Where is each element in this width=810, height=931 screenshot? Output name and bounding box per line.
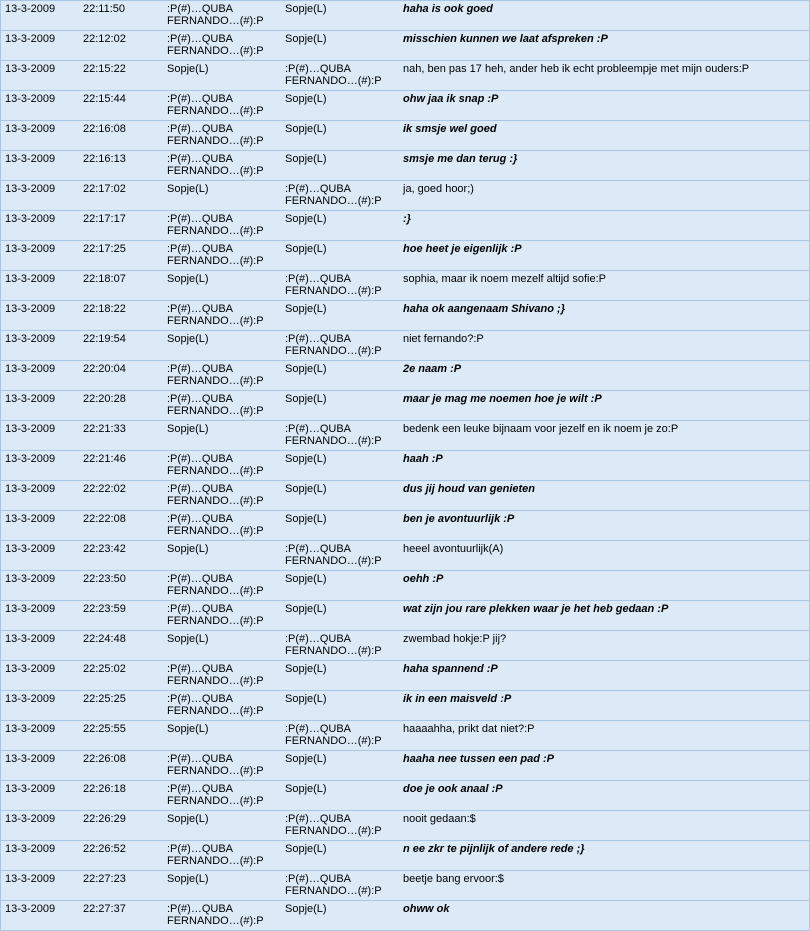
message-sender: Sopje(L) <box>163 271 281 301</box>
message-time: 22:26:08 <box>79 751 163 781</box>
message-date: 13-3-2009 <box>1 481 80 511</box>
chat-log-row <box>1 541 810 571</box>
message-time: 22:17:17 <box>79 211 163 241</box>
message-date: 13-3-2009 <box>1 691 80 721</box>
message-date: 13-3-2009 <box>1 361 80 391</box>
message-text: ben je avontuurlijk :P <box>399 511 810 541</box>
message-date: 13-3-2009 <box>1 331 80 361</box>
message-sender: Sopje(L) <box>163 181 281 211</box>
message-time: 22:23:42 <box>79 541 163 571</box>
chat-log-row <box>1 181 810 211</box>
chat-log-row <box>1 871 810 901</box>
message-text: sophia, maar ik noem mezelf altijd sofie:P <box>399 271 810 301</box>
message-date: 13-3-2009 <box>1 871 80 901</box>
chat-log-row <box>1 721 810 751</box>
message-sender: :P(#)…QUBA FERNANDO…(#):P <box>163 751 281 781</box>
message-text: ik in een maisveld :P <box>399 691 810 721</box>
message-sender: Sopje(L) <box>163 631 281 661</box>
message-recipient: :P(#)…QUBA FERNANDO…(#):P <box>281 721 399 751</box>
message-date: 13-3-2009 <box>1 811 80 841</box>
message-sender: :P(#)…QUBA FERNANDO…(#):P <box>163 31 281 61</box>
message-sender: Sopje(L) <box>163 811 281 841</box>
message-time: 22:26:29 <box>79 811 163 841</box>
message-date: 13-3-2009 <box>1 91 80 121</box>
message-recipient: Sopje(L) <box>281 241 399 271</box>
message-sender: :P(#)…QUBA FERNANDO…(#):P <box>163 361 281 391</box>
message-time: 22:18:07 <box>79 271 163 301</box>
chat-log-row <box>1 691 810 721</box>
message-recipient: :P(#)…QUBA FERNANDO…(#):P <box>281 631 399 661</box>
message-date: 13-3-2009 <box>1 631 80 661</box>
message-sender: :P(#)…QUBA FERNANDO…(#):P <box>163 841 281 871</box>
message-sender: :P(#)…QUBA FERNANDO…(#):P <box>163 451 281 481</box>
message-text: ohww ok <box>399 901 810 931</box>
message-time: 22:21:46 <box>79 451 163 481</box>
message-time: 22:25:02 <box>79 661 163 691</box>
message-date: 13-3-2009 <box>1 151 80 181</box>
message-recipient: :P(#)…QUBA FERNANDO…(#):P <box>281 181 399 211</box>
chat-log-row <box>1 751 810 781</box>
message-recipient: :P(#)…QUBA FERNANDO…(#):P <box>281 331 399 361</box>
message-sender: :P(#)…QUBA FERNANDO…(#):P <box>163 781 281 811</box>
message-date: 13-3-2009 <box>1 181 80 211</box>
message-recipient: Sopje(L) <box>281 781 399 811</box>
message-date: 13-3-2009 <box>1 601 80 631</box>
chat-log-row <box>1 481 810 511</box>
message-text: misschien kunnen we laat afspreken :P <box>399 31 810 61</box>
chat-log-row <box>1 1 810 31</box>
message-text: haha spannend :P <box>399 661 810 691</box>
message-recipient: Sopje(L) <box>281 691 399 721</box>
message-date: 13-3-2009 <box>1 241 80 271</box>
chat-log-row <box>1 511 810 541</box>
message-text: haha ok aangenaam Shivano ;} <box>399 301 810 331</box>
message-time: 22:25:25 <box>79 691 163 721</box>
chat-log-row <box>1 121 810 151</box>
message-sender: :P(#)…QUBA FERNANDO…(#):P <box>163 511 281 541</box>
message-recipient: Sopje(L) <box>281 301 399 331</box>
message-sender: :P(#)…QUBA FERNANDO…(#):P <box>163 571 281 601</box>
chat-log-row <box>1 901 810 931</box>
message-date: 13-3-2009 <box>1 211 80 241</box>
message-sender: :P(#)…QUBA FERNANDO…(#):P <box>163 151 281 181</box>
message-time: 22:19:54 <box>79 331 163 361</box>
message-sender: :P(#)…QUBA FERNANDO…(#):P <box>163 211 281 241</box>
message-time: 22:16:08 <box>79 121 163 151</box>
chat-log-row <box>1 781 810 811</box>
chat-log-row <box>1 811 810 841</box>
message-text: maar je mag me noemen hoe je wilt :P <box>399 391 810 421</box>
message-sender: Sopje(L) <box>163 871 281 901</box>
message-recipient: Sopje(L) <box>281 31 399 61</box>
message-date: 13-3-2009 <box>1 451 80 481</box>
message-recipient: Sopje(L) <box>281 481 399 511</box>
message-recipient: Sopje(L) <box>281 601 399 631</box>
message-sender: :P(#)…QUBA FERNANDO…(#):P <box>163 1 281 31</box>
message-date: 13-3-2009 <box>1 511 80 541</box>
chat-log-row <box>1 451 810 481</box>
message-recipient: :P(#)…QUBA FERNANDO…(#):P <box>281 421 399 451</box>
message-text: haah :P <box>399 451 810 481</box>
message-date: 13-3-2009 <box>1 751 80 781</box>
message-date: 13-3-2009 <box>1 271 80 301</box>
message-text: nah, ben pas 17 heh, ander heb ik echt probleempje met mijn ouders:P <box>399 61 810 91</box>
chat-log-row <box>1 571 810 601</box>
message-sender: Sopje(L) <box>163 421 281 451</box>
message-time: 22:26:18 <box>79 781 163 811</box>
message-recipient: Sopje(L) <box>281 571 399 601</box>
message-recipient: Sopje(L) <box>281 841 399 871</box>
chat-log-row <box>1 841 810 871</box>
message-sender: Sopje(L) <box>163 61 281 91</box>
message-text: haha is ook goed <box>399 1 810 31</box>
message-sender: :P(#)…QUBA FERNANDO…(#):P <box>163 91 281 121</box>
message-recipient: Sopje(L) <box>281 211 399 241</box>
message-recipient: Sopje(L) <box>281 901 399 931</box>
message-time: 22:20:28 <box>79 391 163 421</box>
message-recipient: Sopje(L) <box>281 121 399 151</box>
message-sender: :P(#)…QUBA FERNANDO…(#):P <box>163 241 281 271</box>
chat-log-row <box>1 391 810 421</box>
chat-log-row <box>1 211 810 241</box>
chat-log-row <box>1 91 810 121</box>
message-date: 13-3-2009 <box>1 121 80 151</box>
chat-log-row <box>1 271 810 301</box>
message-text: oehh :P <box>399 571 810 601</box>
message-sender: :P(#)…QUBA FERNANDO…(#):P <box>163 661 281 691</box>
message-text: nooit gedaan:$ <box>399 811 810 841</box>
message-sender: Sopje(L) <box>163 721 281 751</box>
message-time: 22:17:25 <box>79 241 163 271</box>
message-sender: :P(#)…QUBA FERNANDO…(#):P <box>163 481 281 511</box>
message-sender: :P(#)…QUBA FERNANDO…(#):P <box>163 301 281 331</box>
message-text: heeel avontuurlijk(A) <box>399 541 810 571</box>
message-time: 22:16:13 <box>79 151 163 181</box>
chat-log-row <box>1 31 810 61</box>
message-date: 13-3-2009 <box>1 31 80 61</box>
message-time: 22:23:59 <box>79 601 163 631</box>
message-date: 13-3-2009 <box>1 1 80 31</box>
message-text: zwembad hokje:P jij? <box>399 631 810 661</box>
message-date: 13-3-2009 <box>1 841 80 871</box>
message-time: 22:21:33 <box>79 421 163 451</box>
chat-log-row <box>1 601 810 631</box>
message-time: 22:25:55 <box>79 721 163 751</box>
message-sender: :P(#)…QUBA FERNANDO…(#):P <box>163 691 281 721</box>
message-date: 13-3-2009 <box>1 301 80 331</box>
message-text: beetje bang ervoor:$ <box>399 871 810 901</box>
message-recipient: Sopje(L) <box>281 1 399 31</box>
chat-log-row <box>1 151 810 181</box>
message-time: 22:23:50 <box>79 571 163 601</box>
message-date: 13-3-2009 <box>1 61 80 91</box>
message-recipient: Sopje(L) <box>281 511 399 541</box>
message-date: 13-3-2009 <box>1 541 80 571</box>
chat-log-row <box>1 421 810 451</box>
message-time: 22:24:48 <box>79 631 163 661</box>
message-text: smsje me dan terug :} <box>399 151 810 181</box>
message-time: 22:15:44 <box>79 91 163 121</box>
message-recipient: :P(#)…QUBA FERNANDO…(#):P <box>281 61 399 91</box>
message-date: 13-3-2009 <box>1 571 80 601</box>
message-time: 22:27:23 <box>79 871 163 901</box>
message-recipient: :P(#)…QUBA FERNANDO…(#):P <box>281 811 399 841</box>
message-text: haaha nee tussen een pad :P <box>399 751 810 781</box>
message-recipient: Sopje(L) <box>281 391 399 421</box>
message-date: 13-3-2009 <box>1 781 80 811</box>
message-sender: :P(#)…QUBA FERNANDO…(#):P <box>163 601 281 631</box>
chat-log-row <box>1 301 810 331</box>
chat-log-row <box>1 331 810 361</box>
chat-log-row <box>1 361 810 391</box>
message-time: 22:20:04 <box>79 361 163 391</box>
message-time: 22:27:37 <box>79 901 163 931</box>
message-time: 22:15:22 <box>79 61 163 91</box>
message-recipient: Sopje(L) <box>281 451 399 481</box>
message-sender: :P(#)…QUBA FERNANDO…(#):P <box>163 391 281 421</box>
chat-log-row <box>1 661 810 691</box>
message-sender: Sopje(L) <box>163 331 281 361</box>
chat-log-row <box>1 61 810 91</box>
message-recipient: :P(#)…QUBA FERNANDO…(#):P <box>281 541 399 571</box>
message-date: 13-3-2009 <box>1 391 80 421</box>
message-text: wat zijn jou rare plekken waar je het heb gedaan :P <box>399 601 810 631</box>
message-time: 22:26:52 <box>79 841 163 871</box>
chat-log-row <box>1 631 810 661</box>
message-recipient: Sopje(L) <box>281 361 399 391</box>
message-text: hoe heet je eigenlijk :P <box>399 241 810 271</box>
message-text: dus jij houd van genieten <box>399 481 810 511</box>
message-text: 2e naam :P <box>399 361 810 391</box>
message-date: 13-3-2009 <box>1 421 80 451</box>
message-time: 22:22:08 <box>79 511 163 541</box>
message-text: haaaahha, prikt dat niet?:P <box>399 721 810 751</box>
message-recipient: Sopje(L) <box>281 751 399 781</box>
message-recipient: Sopje(L) <box>281 91 399 121</box>
message-sender: :P(#)…QUBA FERNANDO…(#):P <box>163 901 281 931</box>
message-text: doe je ook anaal :P <box>399 781 810 811</box>
message-date: 13-3-2009 <box>1 721 80 751</box>
message-recipient: Sopje(L) <box>281 661 399 691</box>
message-date: 13-3-2009 <box>1 661 80 691</box>
message-sender: Sopje(L) <box>163 541 281 571</box>
message-time: 22:18:22 <box>79 301 163 331</box>
message-time: 22:11:50 <box>79 1 163 31</box>
message-recipient: :P(#)…QUBA FERNANDO…(#):P <box>281 271 399 301</box>
message-text: :} <box>399 211 810 241</box>
message-time: 22:22:02 <box>79 481 163 511</box>
message-text: ohw jaa ik snap :P <box>399 91 810 121</box>
message-time: 22:12:02 <box>79 31 163 61</box>
message-text: ja, goed hoor;) <box>399 181 810 211</box>
message-time: 22:17:02 <box>79 181 163 211</box>
chat-log-body <box>1 1 810 931</box>
message-text: niet fernando?:P <box>399 331 810 361</box>
message-date: 13-3-2009 <box>1 901 80 931</box>
message-recipient: Sopje(L) <box>281 151 399 181</box>
chat-log-row <box>1 241 810 271</box>
message-recipient: :P(#)…QUBA FERNANDO…(#):P <box>281 871 399 901</box>
message-sender: :P(#)…QUBA FERNANDO…(#):P <box>163 121 281 151</box>
message-text: n ee zkr te pijnlijk of andere rede ;} <box>399 841 810 871</box>
message-text: bedenk een leuke bijnaam voor jezelf en ik noem je zo:P <box>399 421 810 451</box>
message-text: ik smsje wel goed <box>399 121 810 151</box>
